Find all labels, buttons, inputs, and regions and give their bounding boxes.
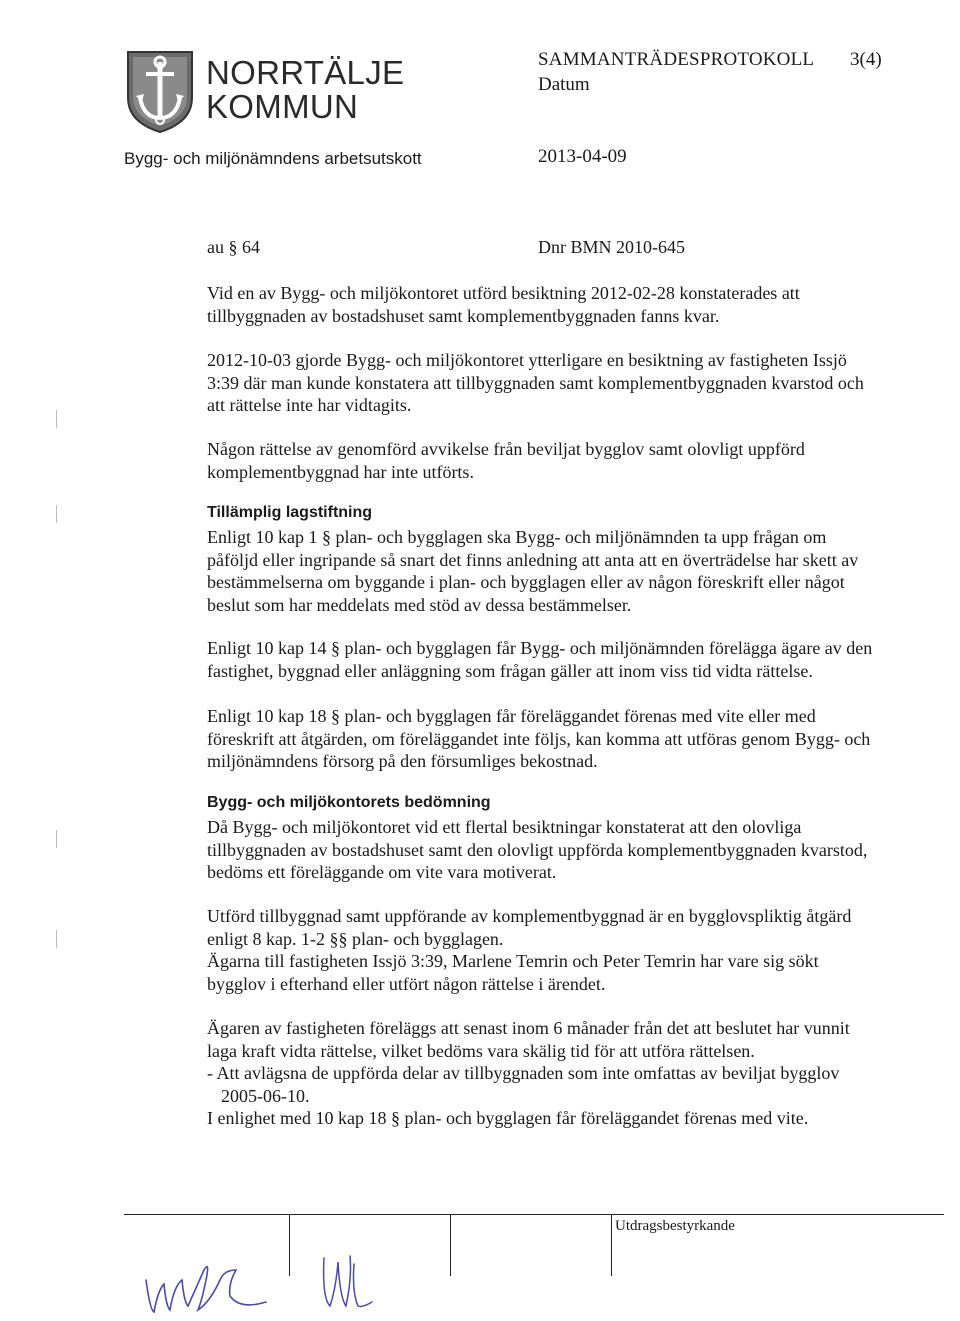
body-paragraph-5 xyxy=(207,637,927,682)
signature-box-divider xyxy=(289,1214,290,1276)
text-line: bedöms ett föreläggande om vite vara motiverat. xyxy=(207,862,557,882)
body-paragraph-2 xyxy=(207,349,927,417)
body-paragraph-9 xyxy=(207,1017,927,1130)
text-line: miljönämndens försorg på den försumliges bekostnad. xyxy=(207,751,598,771)
org-name-line1: NORRTÄLJE xyxy=(206,54,405,91)
text-line: 2005-06-10. xyxy=(221,1085,310,1106)
scan-mark xyxy=(56,830,57,848)
text-line: komplementbyggnad har inte utförts. xyxy=(207,461,474,482)
text-line: Ägaren av fastigheten föreläggs att senast inom 6 månader från det att beslutet har vunnit xyxy=(207,1018,850,1038)
text-line: 2012-10-03 gjorde Bygg- och miljökontoret ytterligare en besiktning av fastigheten Issjö xyxy=(207,350,847,370)
text-line: föreskrift att åtgärden, om föreläggandet inte följs, kan komma att utföras genom Bygg- och xyxy=(207,728,871,749)
text-line: Vid en av Bygg- och miljökontoret utförd besiktning 2012-02-28 konstaterades att xyxy=(207,283,800,303)
text-line: Utförd tillbyggnad samt uppförande av komplementbyggnad är en bygglovspliktig åtgärd xyxy=(207,906,852,926)
text-line: bestämmelserna om byggande i plan- och bygglagen eller av någon föreskrift eller något xyxy=(207,572,845,592)
paragraph-number: au § 64 xyxy=(207,237,260,257)
text-line: Enligt 10 kap 1 § plan- och bygglagen ska Bygg- och miljönämnden ta upp frågan om xyxy=(207,527,827,547)
body-paragraph-3 xyxy=(207,438,927,483)
text-line: Ägarna till fastigheten Issjö 3:39, Marlene Temrin och Peter Temrin har vare sig sökt xyxy=(207,951,819,971)
body-paragraph-4 xyxy=(207,526,927,616)
text-line: - Att avlägsna de uppförda delar av tillbyggnaden som inte omfattas av beviljat bygglov xyxy=(207,1063,840,1083)
document-type: SAMMANTRÄDESPROTOKOLL xyxy=(538,49,815,70)
text-line: Då Bygg- och miljökontoret vid ett flertal besiktningar konstaterat att den olovliga xyxy=(207,817,802,837)
text-line: tillbyggnaden av bostadshuset samt komplementbyggnaden fanns kvar. xyxy=(207,305,720,326)
municipality-logo xyxy=(124,48,196,134)
meeting-date: 2013-04-09 xyxy=(538,146,627,167)
handwritten-initials xyxy=(318,1248,378,1314)
text-line: Enligt 10 kap 14 § plan- och bygglagen får Bygg- och miljönämnden förelägga ägare av den xyxy=(207,638,873,658)
handwritten-signature xyxy=(140,1240,280,1320)
text-line: tillbyggnaden av bostadshuset samt den olovligt uppförda komplementbyggnaden kvarstod, xyxy=(207,839,868,860)
scan-mark xyxy=(56,930,57,948)
signature-box-divider xyxy=(611,1214,612,1276)
signature-box-divider xyxy=(450,1214,451,1276)
body-paragraph-8 xyxy=(207,905,927,995)
date-label: Datum xyxy=(538,74,590,95)
text-line: enligt 8 kap. 1-2 §§ plan- och bygglagen. xyxy=(207,928,504,949)
scan-mark xyxy=(56,410,57,428)
body-paragraph-1 xyxy=(207,282,927,327)
text-line: Enligt 10 kap 18 § plan- och bygglagen får föreläggandet förenas med vite eller med xyxy=(207,706,816,726)
body-paragraph-7 xyxy=(207,816,927,884)
footer-divider xyxy=(124,1214,944,1215)
text-line: Någon rättelse av genomförd avvikelse från beviljat bygglov samt olovligt uppförd xyxy=(207,439,805,459)
page-number: 3(4) xyxy=(850,49,882,70)
text-line: I enlighet med 10 kap 18 § plan- och bygglagen får föreläggandet förenas med vite. xyxy=(207,1108,809,1128)
text-line: fastighet, byggnad eller anläggning som frågan gäller att inom viss tid vidta rättelse. xyxy=(207,660,813,681)
scan-mark xyxy=(56,505,57,523)
text-line: påföljd eller ingripande så snart det finns anledning att anta att en överträdelse har skett av xyxy=(207,549,859,570)
text-line: bygglov i efterhand eller utfört någon rättelse i ärendet. xyxy=(207,973,606,994)
extract-certification-label: Utdragsbestyrkande xyxy=(615,1218,735,1234)
text-line: att rättelse inte har vidtagits. xyxy=(207,395,412,415)
text-line: laga kraft vidta rättelse, vilket bedöms vara skälig tid för att utföra rättelsen. xyxy=(207,1040,755,1061)
text-line: beslut som har meddelats med stöd av dessa bestämmelser. xyxy=(207,594,632,615)
section-heading-legislation: Tillämplig lagstiftning xyxy=(207,504,373,521)
case-number: Dnr BMN 2010-645 xyxy=(538,237,685,257)
org-name-line2: KOMMUN xyxy=(206,88,359,125)
text-line: 3:39 där man kunde konstatera att tillbyggnaden samt komplementbyggnaden kvarstod och xyxy=(207,372,864,393)
body-paragraph-6 xyxy=(207,705,927,773)
section-heading-assessment: Bygg- och miljökontorets bedömning xyxy=(207,794,491,811)
committee-name: Bygg- och miljönämndens arbetsutskott xyxy=(124,149,422,168)
